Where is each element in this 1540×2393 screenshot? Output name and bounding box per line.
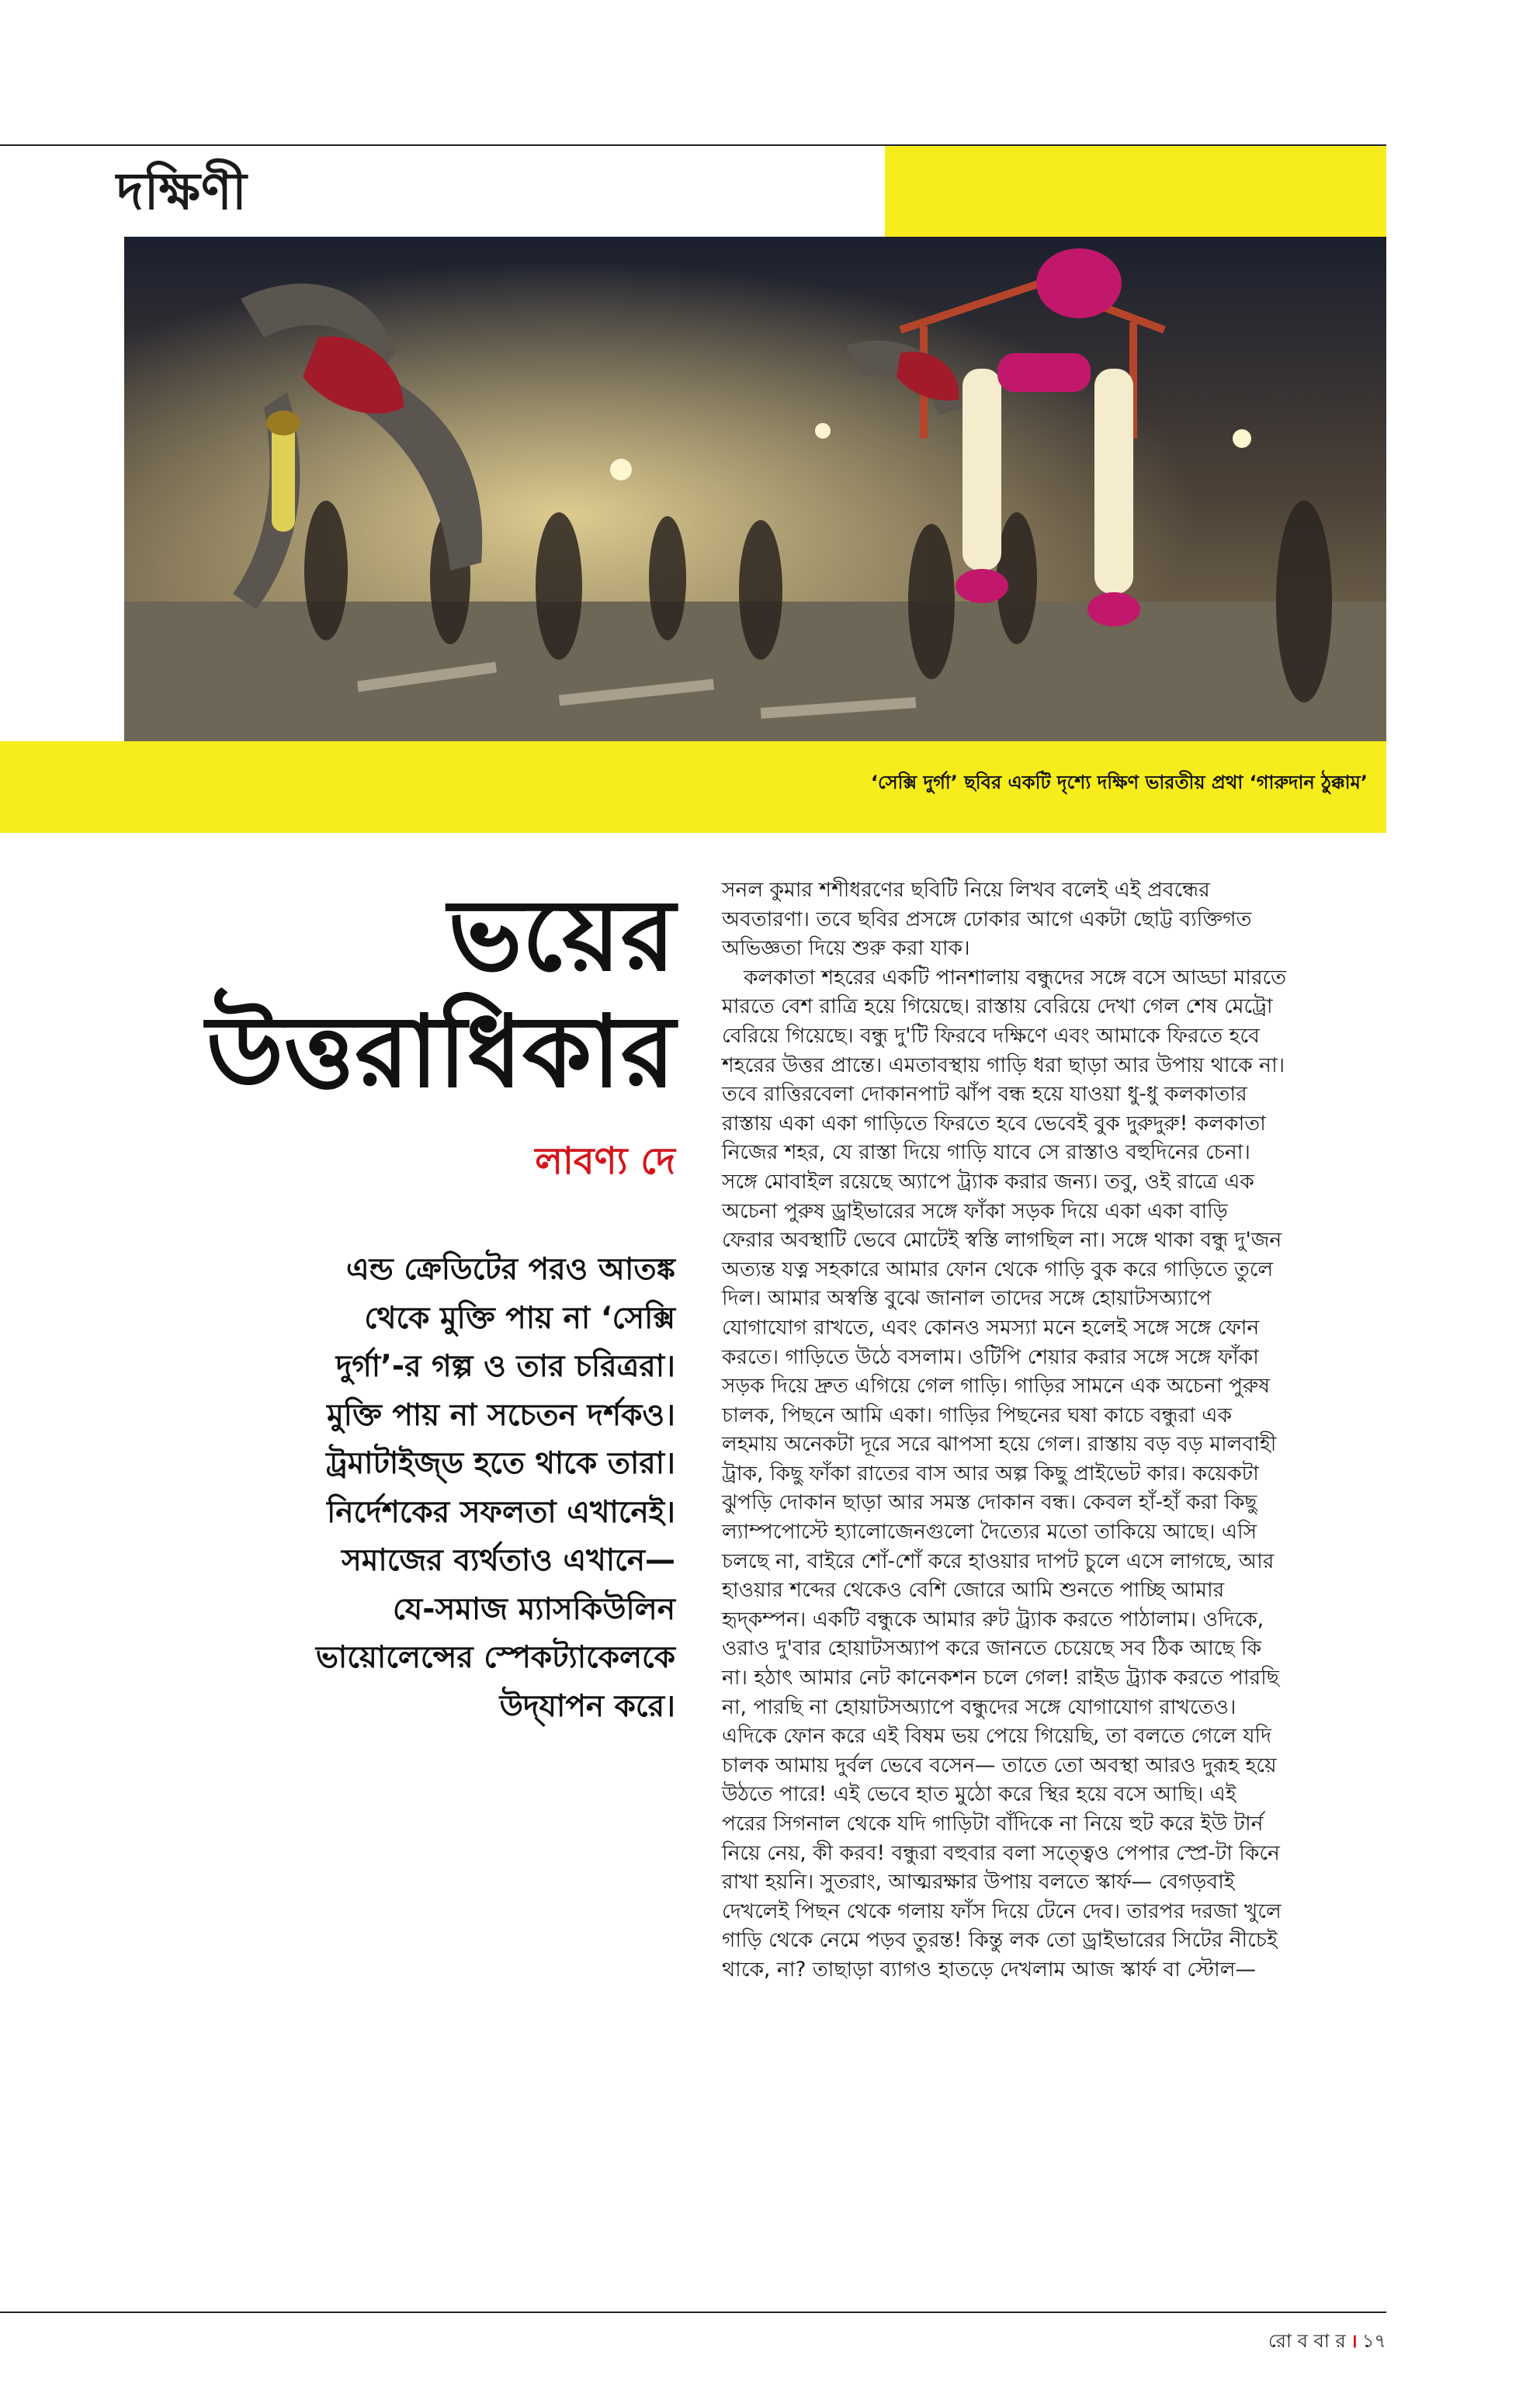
- body-line: পরের সিগনাল থেকে যদি গাড়িটা বাঁদিকে না নিয়ে হুট করে ইউ টার্ন: [722, 1812, 1264, 1836]
- body-line: হৃদ্‌কম্পন। একটি বন্ধুকে আমার রুট ট্র্যাক করতে পাঠালাম। ওদিকে,: [722, 1607, 1264, 1632]
- body-line: ফেরার অবস্থাটি ভেবে মোটেই স্বস্তি লাগছিল না। সঙ্গে থাকা বন্ধু দু'জন: [722, 1228, 1282, 1253]
- body-line: অবতারণা। তবে ছবির প্রসঙ্গে ঢোকার আগে একটা ছোট্ট ব্যক্তিগত: [722, 907, 1252, 931]
- bottom-rule: [0, 2311, 1386, 2313]
- standfirst-line: ভায়োলেন্সের স্পেকট্যাকেলকে: [315, 1640, 675, 1675]
- article-body: [722, 876, 1386, 1985]
- headline-line-2: উত্তরাধিকার: [206, 994, 675, 1110]
- body-line: অভিজ্ঞতা দিয়ে শুরু করা যাক।: [722, 936, 970, 961]
- body-line: রাখা হয়নি। সুতরাং, আত্মরক্ষার উপায় বলতে স্কার্ফ— বেগড়বাই: [722, 1870, 1235, 1895]
- headline-line-1: ভয়ের: [448, 877, 675, 994]
- body-line: চলছে না, বাইরে শোঁ-শোঁ করে হাওয়ার দাপট চুলে এসে লাগছে, আর: [722, 1549, 1275, 1573]
- body-line: ওরাও দু'বার হোয়াটসঅ্যাপ করে জানতে চেয়েছে সব ঠিক আছে কি: [722, 1636, 1262, 1661]
- section-tab-background: [885, 146, 1386, 242]
- body-line: লহমায় অনেকটা দূরে সরে ঝাপসা হয়ে গেল। রাস্তায় বড় বড় মালবাহী: [722, 1432, 1277, 1457]
- standfirst-line: দুর্গা’-র গল্প ও তার চরিত্ররা।: [335, 1349, 675, 1384]
- body-line: না। হঠাৎ আমার নেট কানেকশন চলে গেল! রাইড ট্র্যাক করতে পারছি: [722, 1666, 1279, 1691]
- headline: [109, 877, 675, 1110]
- standfirst-line: ট্রমাটাইজ্‌ড হতে থাকে তারা।: [325, 1446, 675, 1481]
- body-line: মারতে বেশ রাত্রি হয়ে গিয়েছে। রাস্তায় বেরিয়ে দেখা গেল শেষ মেট্রো: [722, 994, 1273, 1019]
- lead-photo: [124, 237, 1386, 741]
- standfirst-line: যে-সমাজ ম্যাসকিউলিন: [392, 1591, 675, 1627]
- body-line: বেরিয়ে গিয়েছে। বন্ধু দু'টি ফিরবে দক্ষিণে এবং আমাকে ফিরতে হবে: [722, 1023, 1260, 1048]
- publication-name: রো ব বা র: [1268, 2330, 1346, 2352]
- body-line: সঙ্গে মোবাইল রয়েছে অ্যাপে ট্র্যাক করার জন্য। তবু, ওই রাত্রে এক: [722, 1169, 1254, 1194]
- standfirst-line: উদ্‌যাপন করে।: [499, 1688, 675, 1724]
- body-line: ঝুপড়ি দোকান ছাড়া আর সমস্ত দোকান বন্ধ। কেবল হাঁ-হাঁ করা কিছু: [722, 1490, 1257, 1515]
- body-line: গাড়ি থেকে নেমে পড়ব তুরন্ত! কিন্তু লক তো ড্রাইভারের সিটের নীচেই: [722, 1928, 1278, 1953]
- standfirst-line: থেকে মুক্তি পায় না ‘সেক্সি: [364, 1300, 675, 1336]
- body-line: সড়ক দিয়ে দ্রুত এগিয়ে গেল গাড়ি। গাড়ির সামনে এক অচেনা পুরুষ: [722, 1374, 1270, 1399]
- body-line: ল্যাম্পপোস্টে হ্যালোজেনগুলো দৈত্যের মতো তাকিয়ে আছে। এসি: [722, 1520, 1257, 1545]
- body-line: নিয়ে নেয়, কী করব! বন্ধুরা বহুবার বলা সত্ত্বেও পেপার স্প্রে-টা কিনে: [722, 1840, 1280, 1865]
- standfirst-line: এন্ড ক্রেডিটের পরও আতঙ্ক: [346, 1252, 675, 1287]
- body-line: তবে রাত্তিরবেলা দোকানপাট ঝাঁপ বন্ধ হয়ে যাওয়া ধু-ধু কলকাতার: [722, 1082, 1247, 1107]
- standfirst: [186, 1246, 675, 1731]
- body-line: রাস্তায় একা একা গাড়িতে ফিরতে হবে ভেবেই বুক দুরুদুরু! কলকাতা: [722, 1111, 1266, 1136]
- body-line: অত্যন্ত যত্ন সহকারে আমার ফোন থেকে গাড়ি বুক করে গাড়িতে তুলে: [722, 1257, 1274, 1281]
- body-line: দিল। আমার অস্বস্তি বুঝে জানাল তাদের সঙ্গে হোয়াটসঅ্যাপে: [722, 1286, 1212, 1311]
- body-line: কলকাতা শহরের একটি পানশালায় বন্ধুদের সঙ্গে বসে আড্ডা মারতে: [744, 965, 1287, 990]
- body-line: ট্রাক, কিছু ফাঁকা রাতের বাস আর অল্প কিছু প্রাইভেট কার। কয়েকটা: [722, 1461, 1259, 1486]
- standfirst-line: সমাজের ব্যর্থতাও এখানে—: [342, 1543, 675, 1578]
- standfirst-line: নির্দেশকের সফলতা এখানেই।: [327, 1494, 675, 1530]
- photo-caption: ‘সেক্সি দুর্গা’ ছবির একটি দৃশ্যে দক্ষিণ ভারতীয় প্রথা ‘গারুদান ঠুক্কাম’: [870, 772, 1368, 793]
- section-label: দক্ষিণী: [116, 161, 248, 221]
- festival-photo-illustration: [124, 237, 1386, 741]
- body-line: অচেনা পুরুষ ড্রাইভারের সঙ্গে ফাঁকা সড়ক দিয়ে একা একা বাড়ি: [722, 1198, 1228, 1223]
- page-folio: [1268, 2327, 1386, 2358]
- body-line: চালক আমায় দুর্বল ভেবে বসেন— তাতে তো অবস্থা আরও দুরূহ হয়ে: [722, 1753, 1277, 1777]
- standfirst-line: মুক্তি পায় না সচেতন দর্শকও।: [327, 1397, 675, 1433]
- body-line: না, পারছি না হোয়াটসঅ্যাপে বন্ধুদের সঙ্গে যোগাযোগ রাখতেও।: [722, 1694, 1237, 1719]
- folio-separator: ।: [1350, 2330, 1358, 2352]
- body-line: করতে। গাড়িতে উঠে বসলাম। ওটিপি শেয়ার করার সঙ্গে সঙ্গে ফাঁকা: [722, 1344, 1259, 1369]
- body-line: দেখলেই পিছন থেকে গলায় ফাঁস দিয়ে টেনে দেব। তারপর দরজা খুলে: [722, 1899, 1282, 1923]
- page-number: ১৭: [1361, 2330, 1386, 2352]
- body-line: নিজের শহর, যে রাস্তা দিয়ে গাড়ি যাবে সে রাস্তাও বহুদিনের চেনা।: [722, 1140, 1250, 1165]
- body-line: সনল কুমার শশীধরণের ছবিটি নিয়ে লিখব বলেই এই প্রবন্ধের: [722, 878, 1210, 902]
- body-line: উঠতে পারে! এই ভেবে হাত মুঠো করে স্থির হয়ে বসে আছি। এই: [722, 1782, 1237, 1807]
- body-line: হাওয়ার শব্দের থেকেও বেশি জোরে আমি শুনতে পাচ্ছি আমার: [722, 1578, 1225, 1603]
- body-line: এদিকে ফোন করে এই বিষম ভয় পেয়ে গিয়েছি, তা বলতে গেলে যদি: [722, 1724, 1271, 1749]
- body-line: শহরের উত্তর প্রান্তে। এমতাবস্থায় গাড়ি ধরা ছাড়া আর উপায় থাকে না।: [722, 1053, 1285, 1077]
- body-line: থাকে, না? তাছাড়া ব্যাগও হাতড়ে দেখলাম আজ স্কার্ফ বা স্টোল—: [722, 1957, 1256, 1982]
- author-byline: লাবণ্য দে: [535, 1139, 675, 1183]
- body-line: চালক, পিছনে আমি একা। গাড়ির পিছনের ঘষা কাচে বন্ধুরা এক: [722, 1403, 1233, 1427]
- body-line: যোগাযোগ রাখতে, এবং কোনও সমস্যা মনে হলেই সঙ্গে সঙ্গে ফোন: [722, 1315, 1260, 1340]
